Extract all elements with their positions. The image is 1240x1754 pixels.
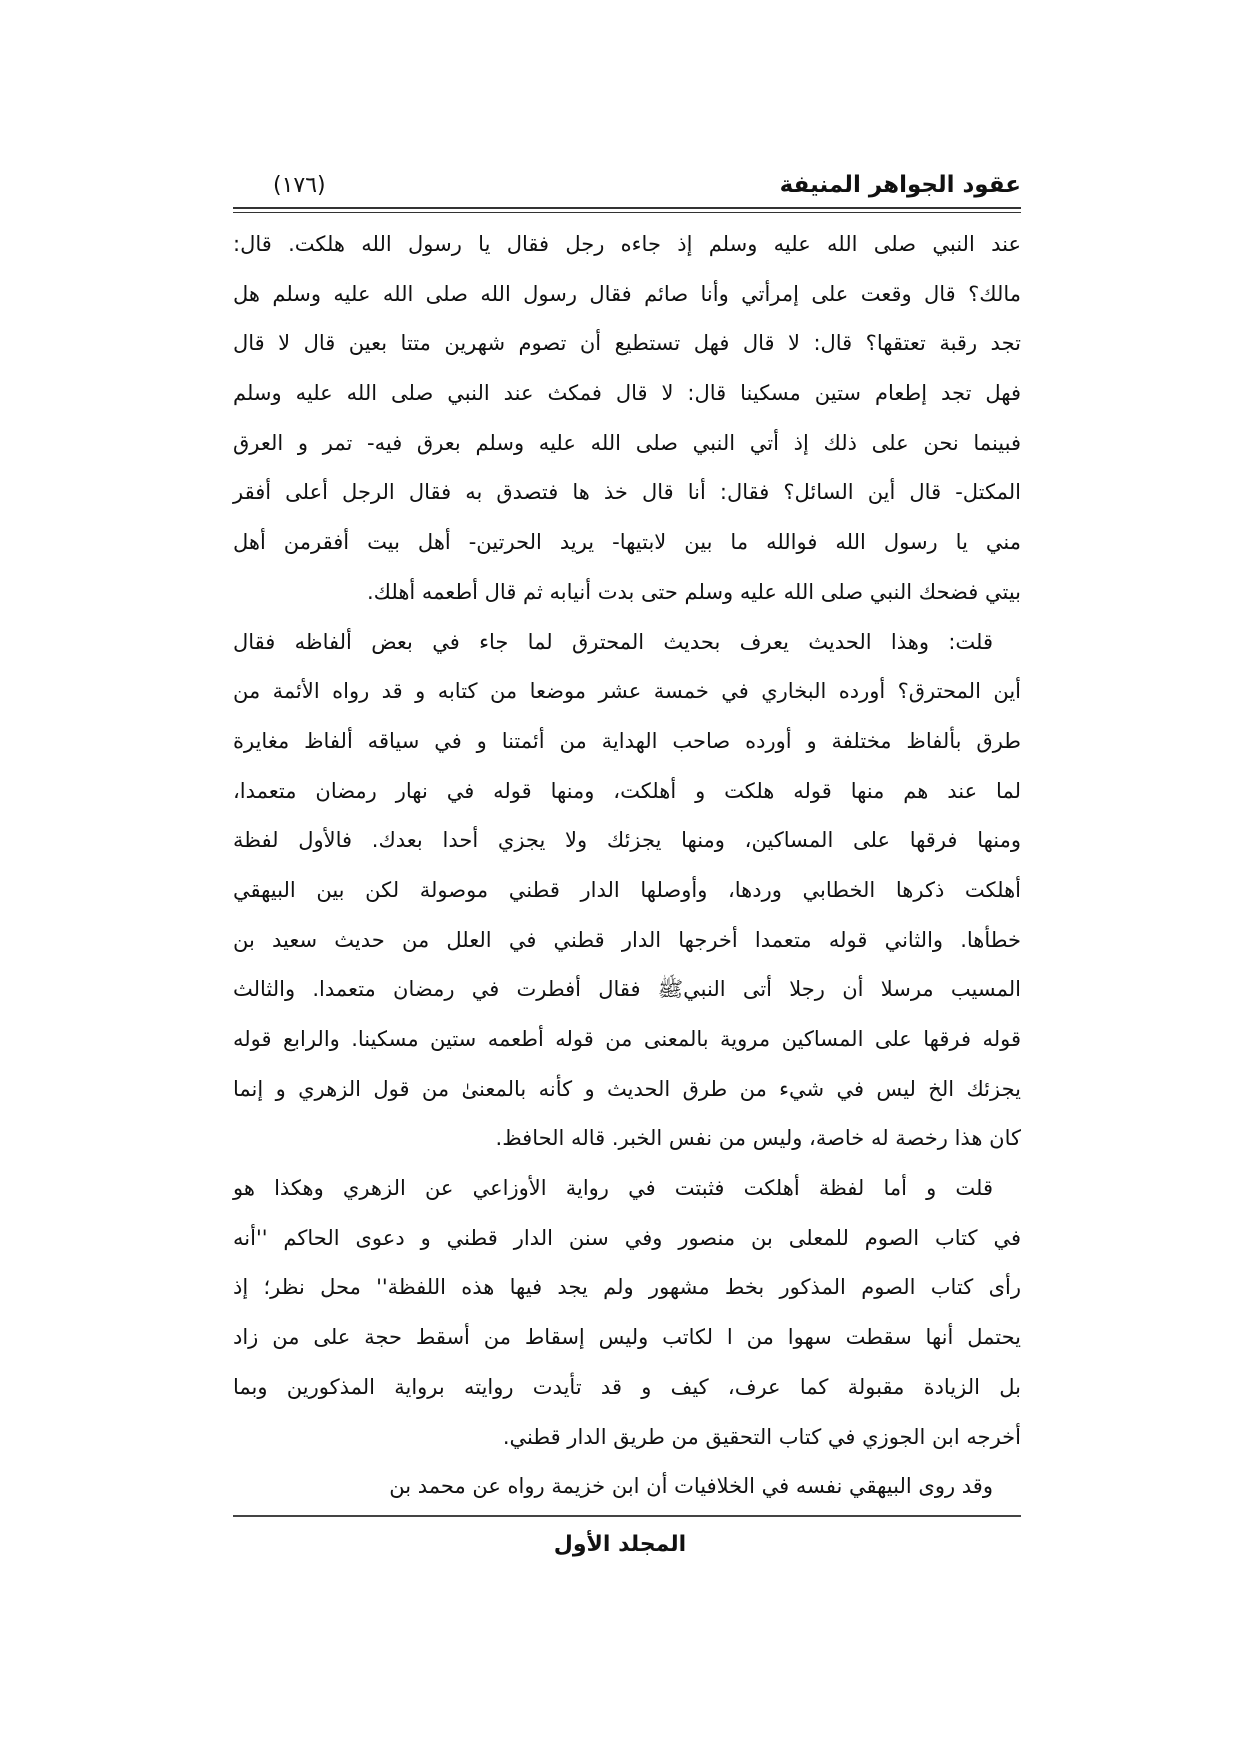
- text-line: قلت و أما لفظة أهلكت فثبتت في رواية الأوزاعي عن الزهري وهكذا هو: [233, 1176, 993, 1201]
- text-line: عند النبي صلى الله عليه وسلم إذ جاءه رجل فقال يا رسول الله هلكت. قال:: [233, 232, 1021, 256]
- text-line: مني يا رسول الله فوالله ما بين لابتيها- يريد الحرتين- أهل بيت أفقرمن أهل: [233, 530, 1021, 555]
- text-line: كان هذا رخصة له خاصة، وليس من نفس الخبر. قاله الحافظ.: [495, 1126, 1021, 1151]
- text-line: المسيب مرسلا أن رجلا أتى النبيﷺ فقال أفطرت في رمضان متعمدا. والثالث: [233, 977, 1021, 1002]
- body-text: [233, 222, 1021, 1514]
- text-line: قلت: وهذا الحديث يعرف بحديث المحترق لما جاء في بعض ألفاظه فقال: [233, 629, 993, 654]
- text-line: في كتاب الصوم للمعلى بن منصور وفي سنن الدار قطني و دعوى الحاكم ''أنه: [233, 1225, 1021, 1250]
- book-title: عقود الجواهر المنيفة: [779, 172, 1021, 198]
- text-line: فبينما نحن على ذلك إذ أتي النبي صلى الله عليه وسلم بعرق فيه- تمر و العرق: [233, 430, 1021, 455]
- running-header: [233, 165, 1021, 205]
- text-line: قوله فرقها على المساكين مروية بالمعنى من قوله أطعمه ستين مسكينا. والرابع قوله: [233, 1027, 1021, 1051]
- text-line: المكتل- قال أين السائل؟ فقال: أنا قال خذ ها فتصدق به فقال الرجل أعلى أفقر: [233, 480, 1021, 505]
- text-line: أين المحترق؟ أورده البخاري في خمسة عشر موضعا من كتابه و قد رواه الأئمة من: [233, 679, 1021, 704]
- text-line: ومنها فرقها على المساكين، ومنها يجزئك ولا يجزي أحدا بعدك. فالأول لفظة: [233, 828, 1021, 853]
- text-line: لما عند هم منها قوله هلكت و أهلكت، ومنها قوله في نهار رمضان متعمدا،: [233, 778, 1021, 803]
- volume-label: المجلد الأول: [553, 1532, 687, 1557]
- footer-divider: [233, 1515, 1021, 1517]
- text-line: تجد رقبة تعتقها؟ قال: لا قال فهل تستطيع أن تصوم شهرين متتا بعين قال لا قال: [233, 331, 1021, 356]
- text-line: طرق بألفاظ مختلفة و أورده صاحب الهداية من أئمتنا و في سياقه ألفاظ مغايرة: [233, 728, 1021, 753]
- header-divider: [233, 207, 1021, 213]
- text-line: يجزئك الخ ليس في شيء من طرق الحديث و كأنه بالمعنىٰ من قول الزهري و إنما: [233, 1076, 1021, 1101]
- text-line: أهلكت ذكرها الخطابي وردها، وأوصلها الدار قطني موصولة لكن بين البيهقي: [233, 877, 1021, 902]
- text-line: بيتي فضحك النبي صلى الله عليه وسلم حتى بدت أنيابه ثم قال أطعمه أهلك.: [367, 579, 1021, 604]
- text-line: رأى كتاب الصوم المذكور بخط مشهور ولم يجد فيها هذه اللفظة'' محل نظر؛ إذ: [233, 1275, 1021, 1300]
- text-line: مالك؟ قال وقعت على إمرأتي وأنا صائم فقال رسول الله صلى الله عليه وسلم هل: [233, 281, 1021, 306]
- text-line: وقد روى البيهقي نفسه في الخلافيات أن ابن خزيمة رواه عن محمد بن: [389, 1474, 993, 1499]
- text-line: فهل تجد إطعام ستين مسكينا قال: لا قال فمكث عند النبي صلى الله عليه وسلم: [233, 381, 1021, 406]
- text-line: أخرجه ابن الجوزي في كتاب التحقيق من طريق الدار قطني.: [502, 1424, 1021, 1449]
- text-line: خطأها. والثاني قوله متعمدا أخرجها الدار قطني في العلل من حديث سعيد بن: [233, 927, 1021, 952]
- text-line: يحتمل أنها سقطت سهوا من ا لكاتب وليس إسقاط من أسقط حجة على من زاد: [233, 1325, 1021, 1350]
- page-number: (١٧٦): [273, 172, 326, 198]
- text-line: بل الزيادة مقبولة كما عرف، كيف و قد تأيدت روايته برواية المذكورين وبما: [233, 1374, 1021, 1399]
